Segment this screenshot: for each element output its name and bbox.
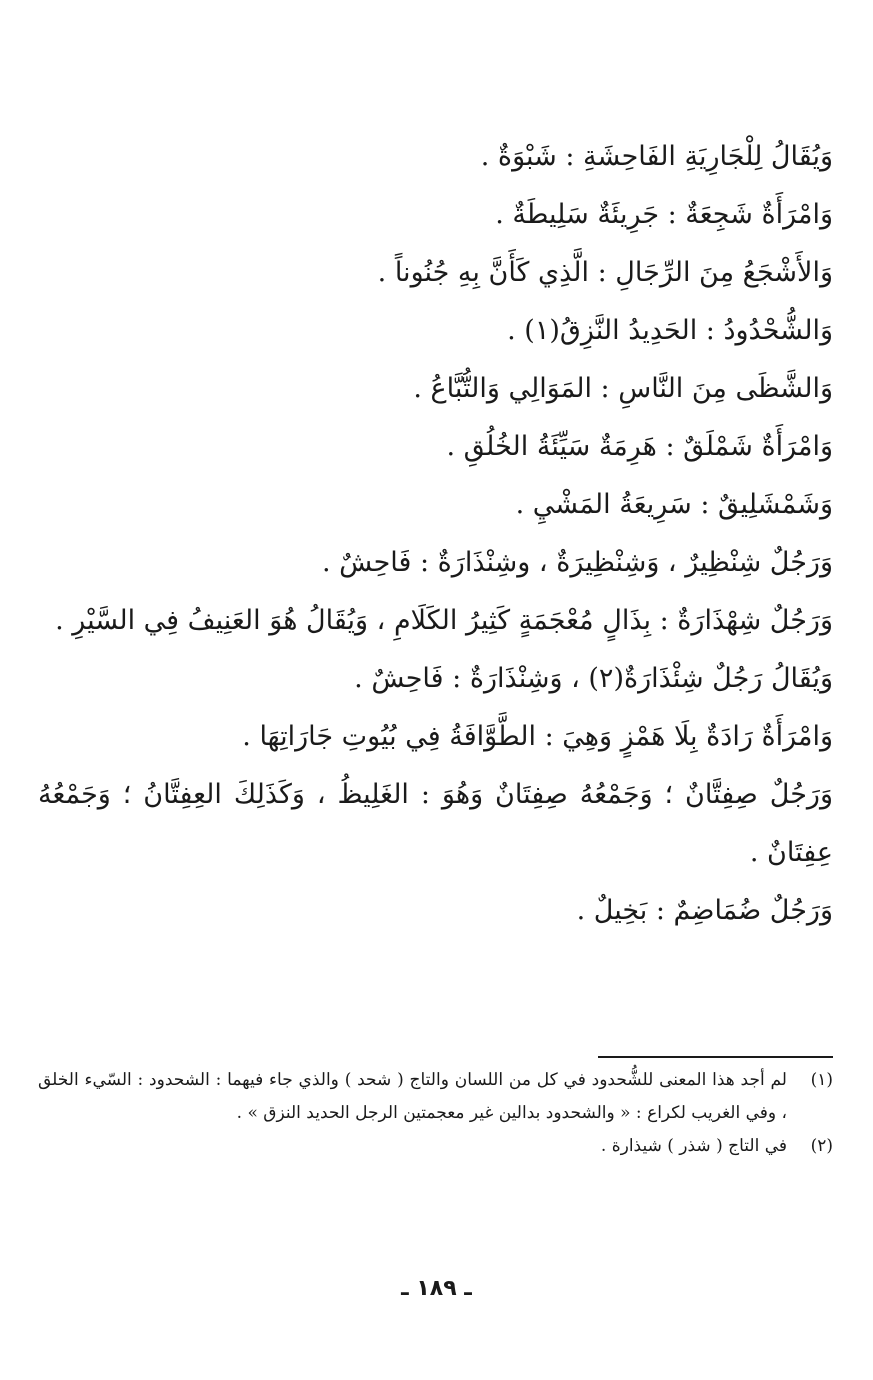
entry-line: وَالشَّظَى مِنَ النَّاسِ : المَوَالِي وَالتُّبَّاعُ . <box>413 373 833 404</box>
footnote <box>38 1064 833 1130</box>
footnote-number: (٢) <box>810 1136 833 1156</box>
footnote-divider <box>598 1056 833 1058</box>
entry-line: وَيُقَالُ لِلْجَارِيَةِ الفَاحِشَةِ : شَبْوَةٌ . <box>480 141 833 172</box>
entry-line: وَشَمْشَلِيقٌ : سَرِيعَةُ المَشْيِ . <box>515 489 833 520</box>
footnote-number: (١) <box>810 1070 833 1090</box>
footnote <box>38 1130 833 1163</box>
entry-line: وَيُقَالُ رَجُلٌ شِئْذَارَةٌ(٢) ، وَشِنْذَارَةٌ : فَاحِشٌ . <box>354 663 833 694</box>
main-text <box>38 128 833 940</box>
footnote-text: في التاج ( شذر ) شيذارة . <box>600 1136 787 1156</box>
footnote-text: لم أجد هذا المعنى للشُّحدود في كل من اللسان والتاج ( شحد ) والذي جاء فيهما : الشحدود : السّيء الخلق ، وفي الغريب لكراع : « والشحدود بدالين غير معجمتين الرجل الحديد النزق » . <box>38 1070 787 1123</box>
entry-line: وَامْرَأَةٌ شَجِعَةٌ : جَرِيئَةٌ سَلِيطَةٌ . <box>495 199 833 230</box>
entry-line: وَرَجُلٌ صِفِتَّانٌ ؛ وَجَمْعُهُ صِفِتَانٌ وَهُوَ : الغَلِيظُ ، وَكَذَلِكَ العِفِتَّانُ ؛ وَجَمْعُهُ عِفِتَانٌ . <box>38 779 833 868</box>
footnotes <box>38 1064 833 1163</box>
entry-line: وَالشُّحْدُودُ : الحَدِيدُ النَّزِقُ(١) . <box>507 315 833 346</box>
entry-line: وَرَجُلٌ ضُمَاضِمٌ : بَخِيلٌ . <box>576 895 833 926</box>
entry-line: وَامْرَأَةٌ شَمْلَقٌ : هَرِمَةٌ سَيِّئَةُ الخُلُقِ . <box>446 431 833 462</box>
page-number: ـ ١٨٩ ـ <box>401 1276 472 1301</box>
entry-line: وَرَجُلٌ شِهْذَارَةٌ : بِذَالٍ مُعْجَمَةٍ كَثِيرُ الكَلَامِ ، وَيُقَالُ هُوَ العَنِيفُ فِي السَّيْرِ . <box>55 605 833 636</box>
entry-line: وَرَجُلٌ شِنْظِيرٌ ، وَشِنْظِيرَةٌ ، وشِنْذَارَةٌ : فَاحِشٌ . <box>321 547 833 578</box>
entry-line: وَالأَشْجَعُ مِنَ الرِّجَالِ : الَّذِي كَأَنَّ بِهِ جُنُوناً . <box>377 257 833 288</box>
entry-line: وَامْرَأَةٌ رَادَةٌ بِلَا هَمْزٍ وَهِيَ : الطَّوَّافَةُ فِي بُيُوتِ جَارَاتِهَا . <box>242 721 833 752</box>
